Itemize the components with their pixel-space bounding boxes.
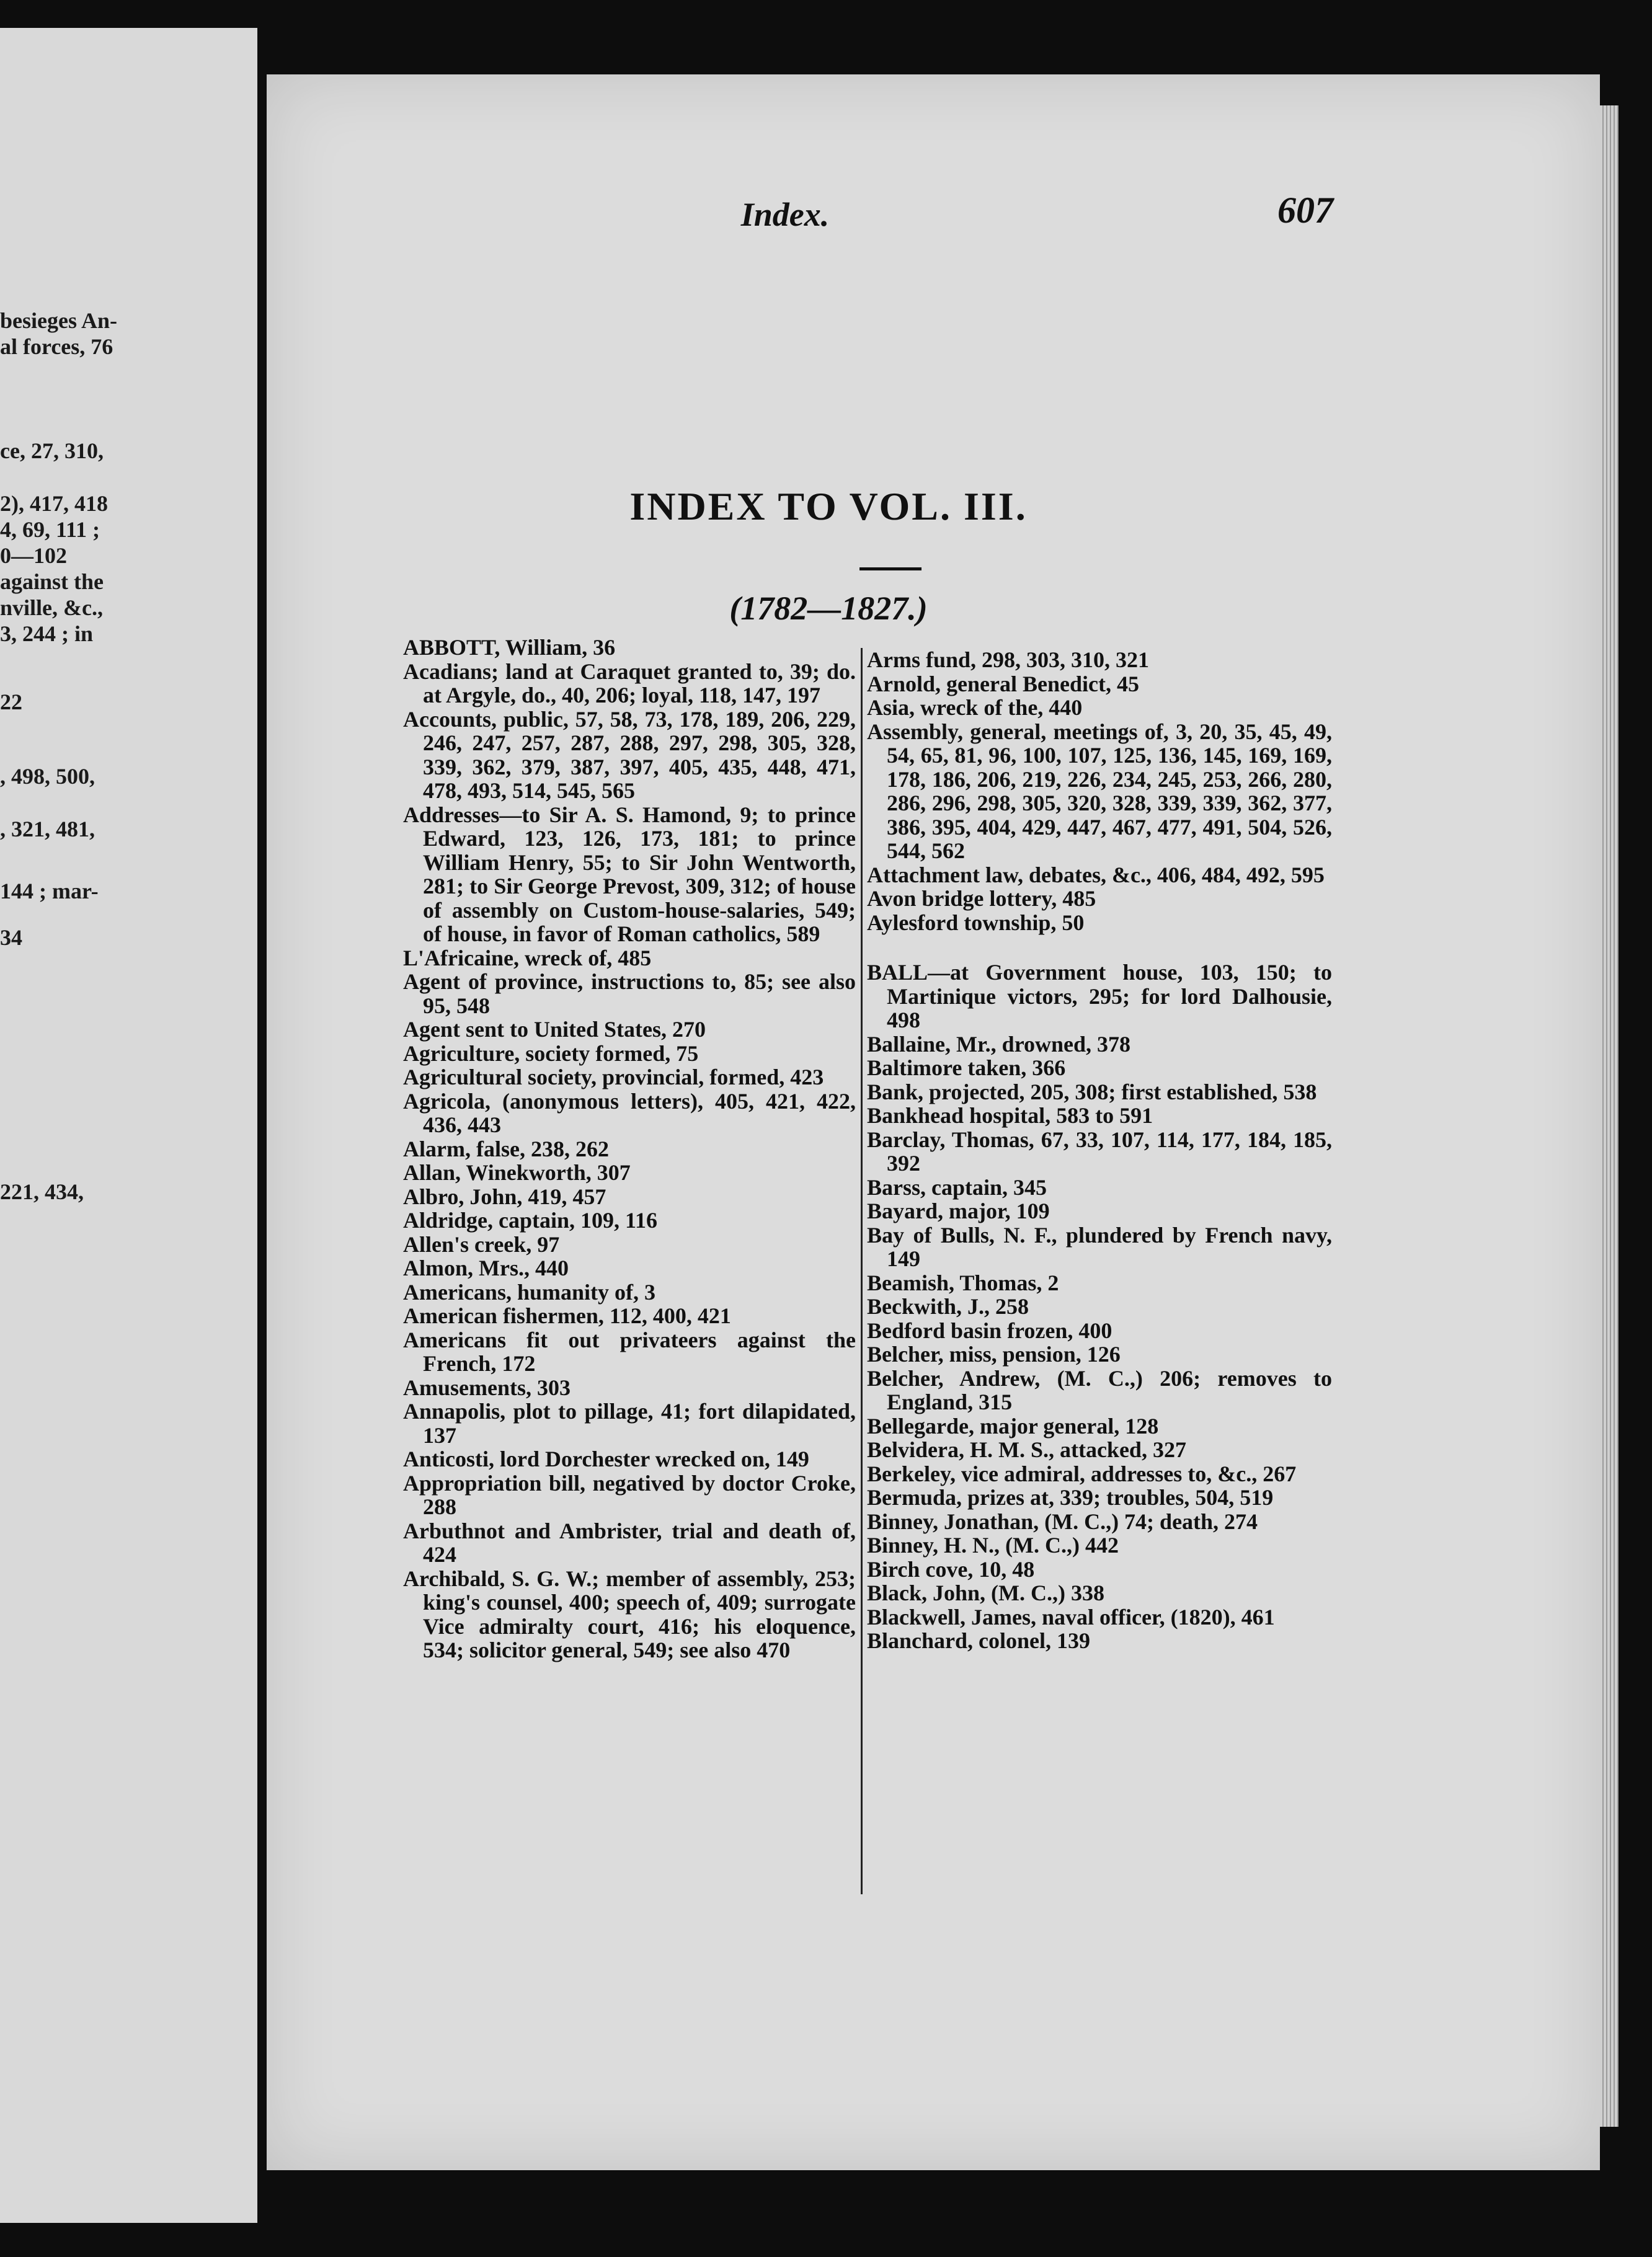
index-entry: Blackwell, James, naval officer, (1820), 461 (867, 1604, 1275, 1630)
fragment-line: 22 (0, 690, 22, 714)
fragment-line: al forces, 76 (0, 334, 113, 359)
index-entry: Binney, Jonathan, (M. C.,) 74; death, 274 (867, 1509, 1258, 1534)
index-entry: Agricultural society, provincial, formed, 423 (403, 1065, 824, 1089)
index-entry: Accounts, public, 57, 58, 73, 178, 189, 206, 229, 246, 247, 257, 287, 288, 297, 298, 305, 328, 339, 362, 379, 387, 397, 405, 435, 448, 471, 478, 493, 514, 545, 565 (403, 706, 856, 803)
index-entry: Appropriation bill, negatived by doctor Croke, 288 (403, 1470, 856, 1519)
index-entry: Avon bridge lottery, 485 (867, 886, 1096, 911)
fragment-line: , 321, 481, (0, 817, 95, 841)
page-number: 607 (1277, 190, 1333, 231)
index-entry: Agent of province, instructions to, 85; see also 95, 548 (403, 969, 856, 1018)
index-entry: Birch cove, 10, 48 (867, 1556, 1035, 1582)
index-entry: Aylesford township, 50 (867, 910, 1085, 935)
title-rule (859, 567, 921, 570)
fragment-line: , 498, 500, (0, 764, 95, 789)
index-entry: Alarm, false, 238, 262 (403, 1136, 609, 1161)
fragment-line: 34 (0, 925, 22, 950)
index-entry: Attachment law, debates, &c., 406, 484, 492, 595 (867, 862, 1325, 887)
fragment-line: 2), 417, 418 (0, 491, 108, 516)
index-entry: Belcher, Andrew, (M. C.,) 206; removes to England, 315 (867, 1365, 1332, 1414)
index-entry: Black, John, (M. C.,) 338 (867, 1581, 1105, 1605)
fragment-line: ce, 27, 310, (0, 438, 104, 463)
fragment-line: against the (0, 569, 104, 594)
index-entry: Allan, Winekworth, 307 (403, 1160, 631, 1185)
index-entry: Addresses—to Sir A. S. Hamond, 9; to prince Edward, 123, 126, 173, 181; to prince William Henry, 55; to Sir John Wentworth, 281; to Sir George Prevost, 309, 312; of house of assembly on Custom-house-salaries, 549; of house, in favor of Roman catholics, 589 (403, 802, 856, 946)
index-entry: Agriculture, society formed, 75 (403, 1040, 699, 1066)
fragment-line: nville, &c., (0, 595, 103, 620)
index-entry: Arbuthnot and Ambrister, trial and death of, 424 (403, 1518, 856, 1567)
index-entry: Agent sent to United States, 270 (403, 1017, 706, 1042)
index-entry: Beamish, Thomas, 2 (867, 1270, 1059, 1295)
running-head: Index. (740, 196, 830, 233)
index-entry: Almon, Mrs., 440 (403, 1256, 569, 1280)
index-column-right (867, 648, 1332, 1653)
index-entry: Bedford basin frozen, 400 (867, 1318, 1112, 1343)
fragment-line: 3, 244 ; in (0, 621, 94, 646)
index-entry: Arms fund, 298, 303, 310, 321 (867, 647, 1150, 672)
index-entry: Agricola, (anonymous letters), 405, 421, 422, 436, 443 (403, 1088, 856, 1137)
index-entry: BALL—at Government house, 103, 150; to Martinique victors, 295; for lord Dalhousie, 498 (867, 960, 1332, 1032)
fragment-line: 4, 69, 111 ; (0, 517, 100, 542)
index-entry: Assembly, general, meetings of, 3, 20, 35, 45, 49, 54, 65, 81, 96, 100, 107, 125, 136, 145, 169, 169, 178, 186, 206, 219, 226, 234, 245, 253, 266, 280, 286, 296, 298, 305, 320, 328, 339, 339, 362, 377, 386, 395, 404, 429, 447, 467, 477, 491, 504, 526, 544, 562 (867, 719, 1332, 863)
index-column-left (403, 636, 856, 1662)
index-entry: Belcher, miss, pension, 126 (867, 1342, 1121, 1367)
index-entry: Amusements, 303 (403, 1375, 571, 1400)
fragment-line: besieges An- (0, 308, 117, 333)
index-entry: American fishermen, 112, 400, 421 (403, 1303, 731, 1328)
index-entry: Bank, projected, 205, 308; first established, 538 (867, 1079, 1317, 1104)
index-entry: Asia, wreck of the, 440 (867, 695, 1083, 720)
index-entry: Bankhead hospital, 583 to 591 (867, 1103, 1153, 1128)
page-edges (1600, 105, 1619, 2127)
index-entry: Binney, H. N., (M. C.,) 442 (867, 1533, 1119, 1558)
index-entry: Beckwith, J., 258 (867, 1294, 1029, 1319)
previous-page-fragment (0, 28, 257, 2223)
index-entry: ABBOTT, William, 36 (403, 635, 616, 660)
index-entry: Archibald, S. G. W.; member of assembly, 253; king's counsel, 400; speech of, 409; surrogate Vice admiralty court, 416; his eloquence, 534; solicitor general, 549; see also 470 (403, 1566, 856, 1662)
index-entry: Americans, humanity of, 3 (403, 1279, 655, 1305)
index-entry: Anticosti, lord Dorchester wrecked on, 149 (403, 1447, 809, 1471)
column-divider (861, 648, 863, 1894)
index-entry: L'Africaine, wreck of, 485 (403, 945, 652, 970)
index-entry: Albro, John, 419, 457 (403, 1184, 606, 1209)
index-entry: Baltimore taken, 366 (867, 1055, 1066, 1080)
index-entry: Barclay, Thomas, 67, 33, 107, 114, 177, 184, 185, 392 (867, 1127, 1332, 1176)
index-entry: Americans fit out privateers against the French, 172 (403, 1327, 856, 1376)
page-title: INDEX TO VOL. III. (629, 484, 1028, 528)
index-entry: Bellegarde, major general, 128 (867, 1413, 1159, 1439)
index-entry: Bermuda, prizes at, 339; troubles, 504, 519 (867, 1485, 1274, 1510)
index-entry: Barss, captain, 345 (867, 1174, 1047, 1200)
index-entry: Ballaine, Mr., drowned, 378 (867, 1031, 1131, 1057)
index-entry: Bayard, major, 109 (867, 1199, 1050, 1223)
index-entry: Allen's creek, 97 (403, 1231, 560, 1257)
index-entry: Aldridge, captain, 109, 116 (403, 1208, 658, 1233)
date-range: (1782—1827.) (729, 590, 928, 627)
index-entry: Belvidera, H. M. S., attacked, 327 (867, 1437, 1186, 1462)
fragment-line: 221, 434, (0, 1179, 84, 1204)
index-entry: Annapolis, plot to pillage, 41; fort dilapidated, 137 (403, 1399, 856, 1448)
index-entry: Blanchard, colonel, 139 (867, 1628, 1091, 1653)
index-entry: Berkeley, vice admiral, addresses to, &c., 267 (867, 1461, 1297, 1486)
fragment-line: 0—102 (0, 543, 67, 568)
index-entry: Bay of Bulls, N. F., plundered by French navy, 149 (867, 1222, 1332, 1271)
index-entry: Acadians; land at Caraquet granted to, 39; do. at Argyle, do., 40, 206; loyal, 118, 147, 197 (403, 658, 856, 707)
index-entry: Arnold, general Benedict, 45 (867, 671, 1139, 696)
fragment-line: 144 ; mar- (0, 879, 99, 903)
